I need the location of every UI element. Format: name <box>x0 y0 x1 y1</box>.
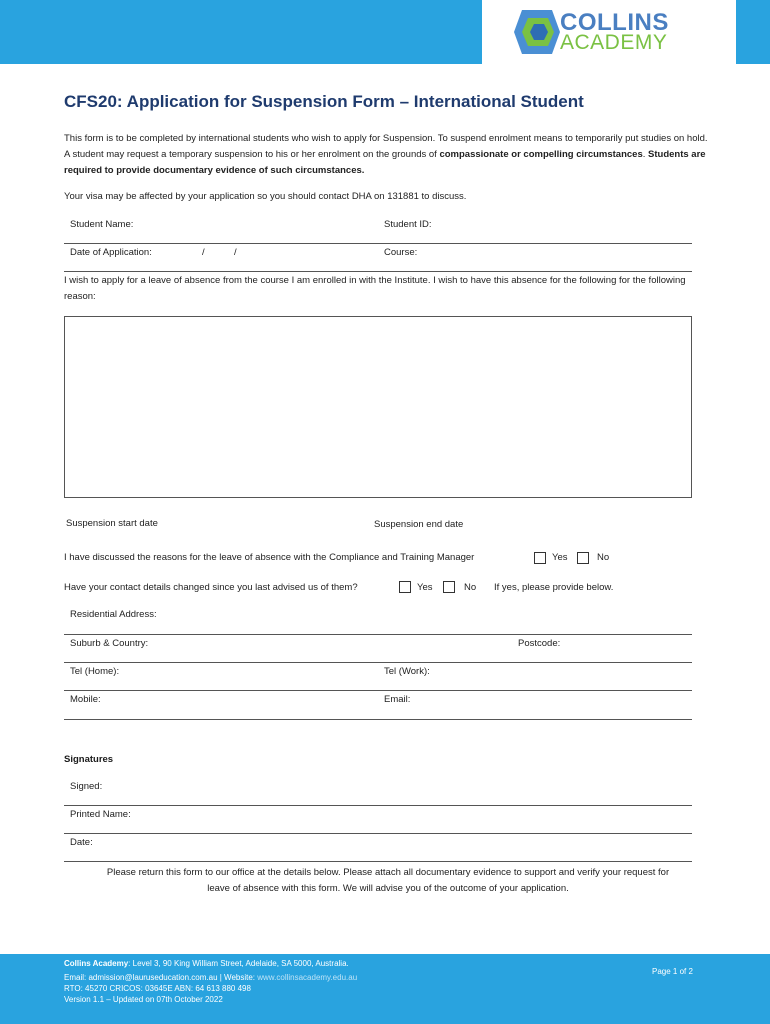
suspension-start-label: Suspension start date <box>66 518 158 529</box>
residential-address-label: Residential Address: <box>70 609 157 620</box>
student-name-line[interactable] <box>64 243 692 244</box>
q1-yes-checkbox[interactable] <box>534 552 546 564</box>
visa-note: Your visa may be affected by your application so you should contact DHA on 131881 to discuss. <box>64 191 467 202</box>
q2-no-label: No <box>464 582 477 593</box>
signed-line[interactable] <box>64 805 692 806</box>
signatures-heading: Signatures <box>64 754 114 765</box>
date-label: Date: <box>70 837 93 848</box>
q2-yes-checkbox[interactable] <box>399 581 411 593</box>
header-bar-right <box>736 0 770 64</box>
q2-text: Have your contact details changed since you last advised us of them? <box>64 582 358 593</box>
printed-name-line[interactable] <box>64 833 692 834</box>
intro-paragraph: This form is to be completed by international students who wish to apply for Suspension. To suspend enrolment means to temporarily put studies on hold. A student may request a temporary suspension to his or her enrolment on the grounds of compassionate or compelling circumstances. Students are required to provide documentary evidence of such circumstances. <box>64 133 708 176</box>
date-separator: / <box>234 247 237 258</box>
q1-yes-label: Yes <box>552 552 568 563</box>
q2-note: If yes, please provide below. <box>494 582 614 593</box>
email-label: Email: <box>384 694 411 705</box>
return-note: Please return this form to our office at the details below. Please attach all documentary evidence to support and verify your request for leave of absence with this form. We will advise you of the outcome of your application. <box>106 867 670 894</box>
footer-details: Collins Academy: Level 3, 90 King William Street, Adelaide, SA 5000, Australia. Email: admission@lauruseducation.com.au | Website: www.collinsacademy.edu.au RTO: 45270 CRICOS: 03645E ABN: 64 613 880 498 Version 1.1 – Updated on 07th October 2022 <box>64 959 358 1004</box>
tel-line[interactable] <box>64 690 692 691</box>
suburb-line[interactable] <box>64 662 692 663</box>
header-bar <box>0 0 482 64</box>
website-link[interactable]: www.collinsacademy.edu.au <box>257 973 358 982</box>
postcode-label: Postcode: <box>518 638 561 649</box>
logo-icon <box>514 10 560 54</box>
q2-yes-label: Yes <box>417 582 433 593</box>
date-of-application-label: Date of Application: <box>70 247 152 258</box>
tel-work-label: Tel (Work): <box>384 666 430 677</box>
residential-address-line[interactable] <box>64 634 692 635</box>
student-id-label: Student ID: <box>384 219 432 230</box>
signed-label: Signed: <box>70 781 103 792</box>
date-course-line[interactable] <box>64 271 692 272</box>
student-name-label: Student Name: <box>70 219 134 230</box>
q1-text: I have discussed the reasons for the leave of absence with the Compliance and Training Manager <box>64 552 475 563</box>
printed-name-label: Printed Name: <box>70 809 131 820</box>
date-line[interactable] <box>64 861 692 862</box>
suburb-country-label: Suburb & Country: <box>70 638 149 649</box>
date-separator: / <box>202 247 205 258</box>
q1-no-label: No <box>597 552 610 563</box>
tel-home-label: Tel (Home): <box>70 666 120 677</box>
logo-text-academy: ACADEMY <box>560 31 668 54</box>
form-title: CFS20: Application for Suspension Form – International Student <box>64 92 584 111</box>
reason-textbox[interactable] <box>64 316 692 498</box>
course-label: Course: <box>384 247 418 258</box>
logo-text-collins: COLLINS <box>560 9 669 36</box>
page-number: Page 1 of 2 <box>652 967 693 976</box>
suspension-end-label: Suspension end date <box>374 519 464 530</box>
absence-reason-text: I wish to apply for a leave of absence from the course I am enrolled in with the Institute. I wish to have this absence for the following for the following reason: <box>64 275 686 302</box>
mobile-line[interactable] <box>64 719 692 720</box>
q1-no-checkbox[interactable] <box>577 552 589 564</box>
q2-no-checkbox[interactable] <box>443 581 455 593</box>
mobile-label: Mobile: <box>70 694 101 705</box>
